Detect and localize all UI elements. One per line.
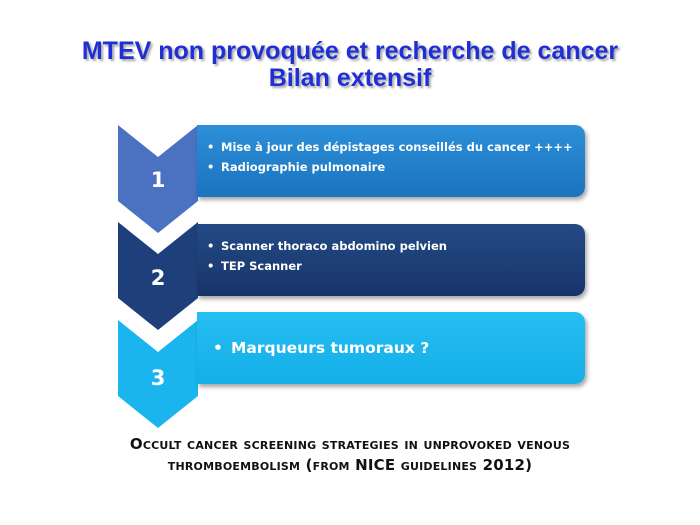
caption-line-1: Occult cancer screening strategies in unprovoked venous <box>129 435 571 453</box>
step-3-list <box>197 312 585 357</box>
title-line-2: Bilan extensif <box>268 64 432 92</box>
step-1-item-1: • Mise à jour des dépistages conseillés du cancer ++++ <box>207 137 585 157</box>
title-line-1: MTEV non provoquée et recherche de cancer <box>81 37 619 65</box>
step-2-list <box>197 224 585 276</box>
step-2-box <box>197 224 585 296</box>
step-2-item-1: • Scanner thoraco abdomino pelvien <box>207 236 585 256</box>
step-1-item-2: • Radiographie pulmonaire <box>207 157 585 177</box>
step-3-item-1: • Marqueurs tumoraux ? <box>213 339 585 357</box>
step-1-number: 1 <box>150 168 166 192</box>
step-3-box <box>197 312 585 384</box>
step-2-item-2: • TEP Scanner <box>207 256 585 276</box>
step-1-box <box>197 125 585 197</box>
step-1-list <box>197 125 585 177</box>
caption-line-2: thromboembolism (from NICE guidelines 2012) <box>167 456 533 474</box>
step-2-number: 2 <box>150 266 166 290</box>
step-3-number: 3 <box>150 366 166 390</box>
